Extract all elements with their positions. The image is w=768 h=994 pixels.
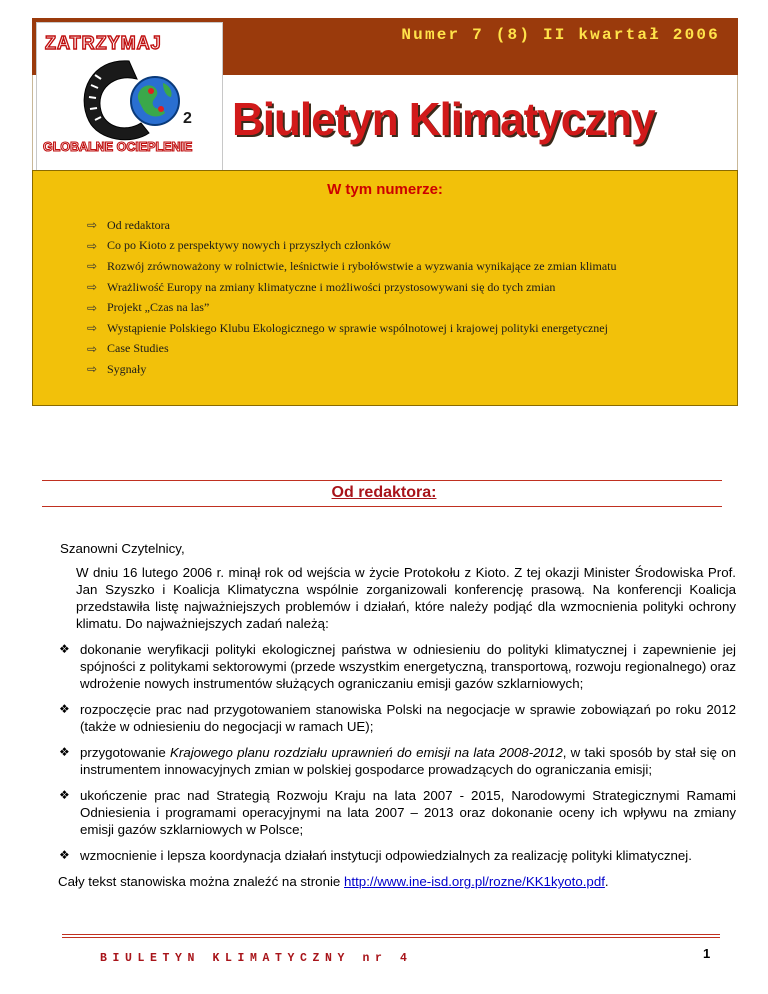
list-item: ❖ wzmocnienie i lepsza koordynacja działań instytucji odpowiedzialnych za realizację polityki klimatycznej. [59,848,692,863]
diamond-bullet-icon: ❖ [59,642,70,656]
diamond-bullet-icon: ❖ [59,848,70,862]
list-item: ❖ przygotowanie Krajowego planu rozdziału uprawnień do emisji na lata 2008-2012, w taki sposób by stał się on instrumentem innowacyjnych zmian w polskiej gospodarce prowadzących do ograniczania emisji; [59,745,737,777]
footer-text: BIULETYN KLIMATYCZNY nr 4 [100,952,413,965]
section-title: Od redaktora: [331,484,437,501]
list-item: ❖ dokonanie weryfikacji polityki ekologicznej państwa w odniesieniu do polityki klimatycznej i zapewnienie jej spójności z politykami sektorowymi (przede wszystkim energetyczną, transportową, rozwoju regionalnego) oraz wdrożenie nowych instrumentów służących ograniczaniu emisji gazów szklarniowych; [59,642,736,691]
logo-subscript: 2 [183,110,192,127]
toc-item[interactable]: ⇨ Projekt „Czas na las” [87,300,210,315]
toc-item[interactable]: ⇨ Rozwój zrównoważony w rolnictwie, leśnictwie i rybołówstwie a wyzwania wynikające ze zmian klimatu [87,258,617,274]
toc-list [87,215,617,380]
globe-logo-icon [37,23,222,173]
divider [42,480,722,481]
arrow-right-icon: ⇨ [87,238,98,253]
toc-box [32,170,738,406]
intro-paragraph: W dniu 16 lutego 2006 r. minął rok od wejścia w życie Protokołu z Kioto. Z tej okazji Minister Środowiska Prof. Jan Szyszko i Koalicja Klimatyczna wspólnie zorganizowali konferencję prasową. Na konferencji Koalicja przedstawiła listę najważniejszych problemów i działań, które należy podjąć dla wzmocnienia polityki ochrony klimatu. Do najważniejszych zadań należą: [76,565,736,631]
document-link[interactable]: http://www.ine-isd.org.pl/rozne/KK1kyoto.pdf [344,874,605,889]
logo-top-text: ZATRZYMAJ [45,33,162,53]
toc-item[interactable]: ⇨ Wystąpienie Polskiego Klubu Ekologicznego w sprawie wspólnotowej i krajowej polityki energetycznej [87,320,608,336]
diamond-bullet-icon: ❖ [59,788,70,802]
diamond-bullet-icon: ❖ [59,745,70,759]
arrow-right-icon: ⇨ [87,300,98,315]
list-item: ❖ ukończenie prac nad Strategią Rozwoju Kraju na lata 2007 - 2015, Narodowymi Strategicznymi Ramami Odniesienia i programami operacyjnymi na lata 2007 – 2013 oraz dokonanie oceny ich wpływu na zmiany emisji gazów szklarniowych w Polsce; [59,788,736,837]
task-list [60,641,736,864]
toc-item[interactable]: ⇨ Co po Kioto z perspektywy nowych i przyszłych członków [87,238,391,253]
arrow-right-icon: ⇨ [87,321,98,336]
plan-title: Krajowego planu rozdziału uprawnień do emisji na lata 2008-2012 [170,745,563,760]
issue-number: Numer 7 (8) II kwartał 2006 [401,26,720,44]
article-body [60,540,736,890]
publication-title: Biuletyn Klimatyczny [232,94,655,146]
page-number: 1 [703,946,711,961]
toc-item[interactable]: ⇨ Wrażliwość Europy na zmiany klimatyczne i możliwości przystosowywani się do tych zmian [87,279,556,295]
arrow-right-icon: ⇨ [87,280,98,295]
footer-divider [62,934,720,935]
arrow-right-icon: ⇨ [87,259,98,274]
greeting: Szanowni Czytelnicy, [60,541,185,556]
closing-line: Cały tekst stanowiska można znaleźć na stronie http://www.ine-isd.org.pl/rozne/KK1kyoto.pdf. [58,874,609,889]
arrow-right-icon: ⇨ [87,341,98,356]
campaign-logo [36,22,223,174]
toc-item[interactable]: ⇨ Od redaktora [87,217,170,233]
footer-divider [62,937,720,938]
divider [42,506,722,507]
toc-item[interactable]: ⇨ Case Studies [87,341,169,356]
arrow-right-icon: ⇨ [87,218,98,233]
logo-bottom-text: GLOBALNE OCIEPLENIE [43,140,193,154]
toc-heading: W tym numerze: [327,181,443,198]
arrow-right-icon: ⇨ [87,362,98,377]
list-item: ❖ rozpoczęcie prac nad przygotowaniem stanowiska Polski na negocjacje w sprawie zobowiązań po roku 2012 (także w odniesieniu do negocjacji w ramach UE); [59,702,736,734]
diamond-bullet-icon: ❖ [59,702,70,716]
toc-item[interactable]: ⇨ Sygnały [87,361,147,377]
